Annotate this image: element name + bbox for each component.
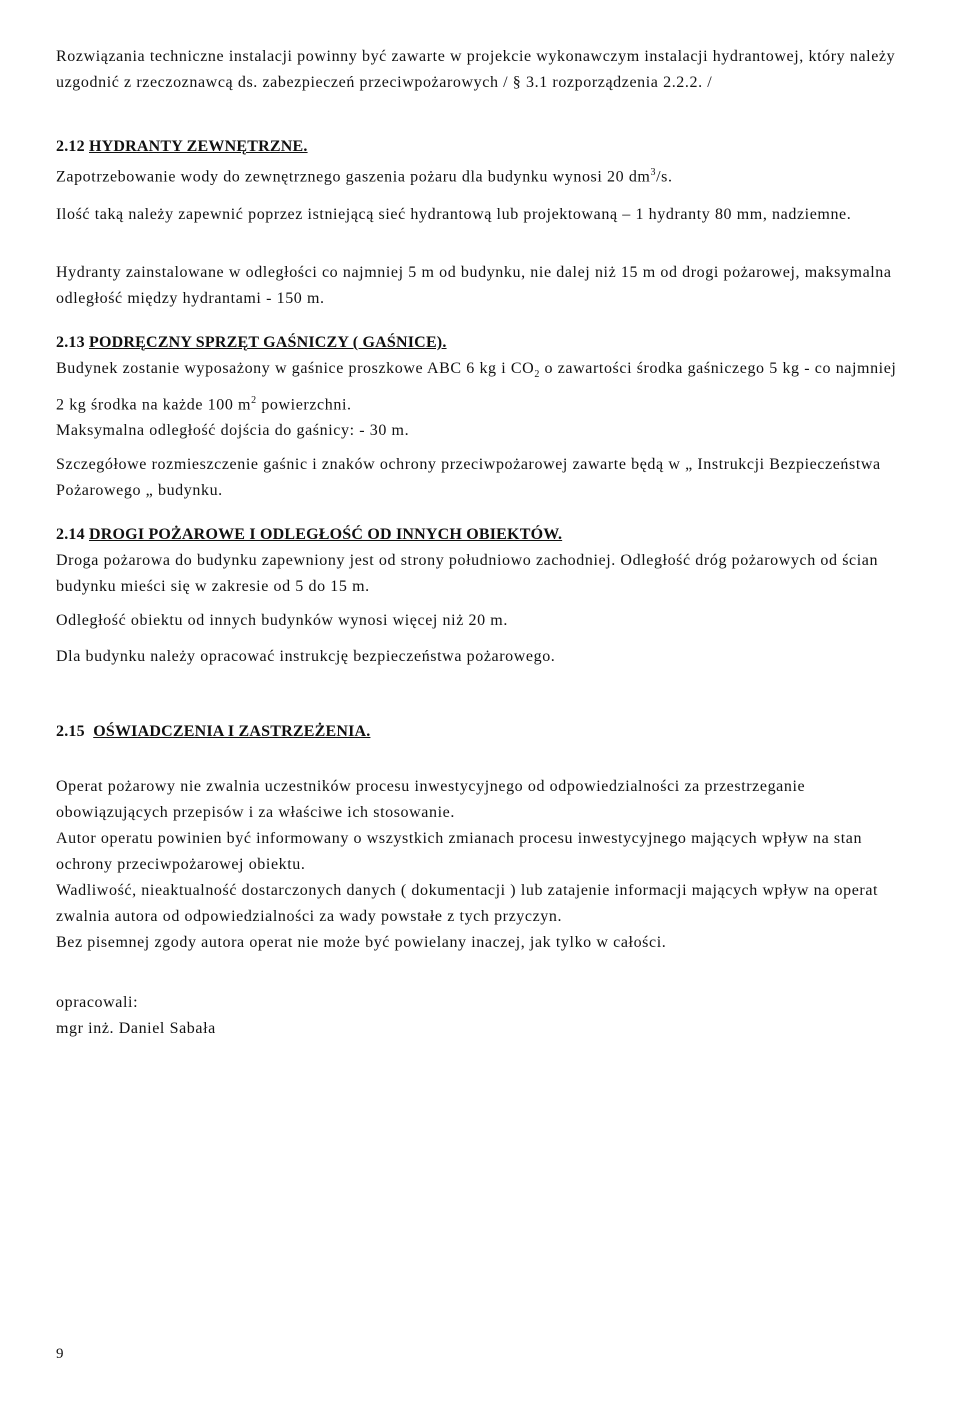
disclaimer-paragraph: Autor operatu powinien być informowany o wszystkich zmianach procesu inwestycyjnego mających wpływ na stan ochrony przeciwpożarowej obiektu. <box>56 830 863 873</box>
co2-subscript: 2 <box>534 369 540 381</box>
water-demand-unit: /s. <box>656 168 673 186</box>
signature-block <box>56 990 906 1042</box>
section-2-13 <box>56 330 906 419</box>
section-heading <box>56 330 906 356</box>
water-demand-text: Zapotrzebowanie wody do zewnętrznego gaszenia pożaru dla budynku wynosi 20 dm <box>56 168 651 186</box>
building-distance-paragraph: Odległość obiektu od innych budynków wynosi więcej niż 20 m. <box>56 612 508 629</box>
section-number: 2.15 <box>56 723 85 740</box>
disclaimer-paragraph: Bez pisemnej zgody autora operat nie może być powielany inaczej, jak tylko w całości. <box>56 934 667 951</box>
page-number: 9 <box>56 1346 64 1362</box>
hydrant-supply-paragraph: Ilość taką należy zapewnić poprzez istniejącą sieć hydrantową lub projektowaną – 1 hydranty 80 mm, nadziemne. <box>56 206 852 223</box>
disclaimer-paragraph: Wadliwość, nieaktualność dostarczonych danych ( dokumentacji ) lub zatajenie informacji mających wpływ na operat zwalnia autora od odpowiedzialności za wady powstałe z tych przyczyn. <box>56 882 879 925</box>
extinguisher-text-c: powierzchni. <box>256 396 352 414</box>
disclaimer-paragraph: Operat pożarowy nie zwalnia uczestników procesu inwestycyjnego od odpowiedzialności za przestrzeganie obowiązujących przepisów i za właściwe ich stosowanie. <box>56 778 806 821</box>
section-2-15-heading <box>56 719 906 745</box>
water-demand-paragraph <box>56 160 906 190</box>
water-demand-unit-sup: 3 <box>650 167 657 178</box>
author-name: mgr inż. Daniel Sabała <box>56 1020 216 1037</box>
fire-road-paragraph: Droga pożarowa do budynku zapewniony jest od strony południowo zachodniej. Odległość dróg pożarowych od ścian budynku mieści się w zakresie od 5 do 15 m. <box>56 552 879 595</box>
section-title: PODRĘCZNY SPRZĘT GAŚNICZY ( GAŚNICE). <box>89 334 447 351</box>
hydrant-distance-paragraph: Hydranty zainstalowane w odległości co najmniej 5 m od budynku, nie dalej niż 15 m od drogi pożarowej, maksymalna odległość między hydrantami - 150 m. <box>56 264 892 307</box>
section-title: HYDRANTY ZEWNĘTRZNE. <box>89 138 308 155</box>
section-heading <box>56 134 906 160</box>
intro-paragraph: Rozwiązania techniczne instalacji powinny być zawarte w projekcie wykonawczym instalacji hydrantowej, który należy uzgodnić z rzeczoznawcą ds. zabezpieczeń przeciwpożarowych / § 3.1 rozporządzenia 2.2.2. / <box>56 48 896 91</box>
signature-label: opracowali: <box>56 994 139 1011</box>
area-unit-sup: 2 <box>251 395 257 407</box>
section-title: OŚWIADCZENIA I ZASTRZEŻENIA. <box>93 723 371 740</box>
extinguisher-text-b: o zawartości środka gaśniczego 5 kg - co najmniej 2 kg środka na każde 100 m <box>56 360 897 414</box>
section-2-12 <box>56 134 906 190</box>
placement-paragraph: Szczegółowe rozmieszczenie gaśnic i znaków ochrony przeciwpożarowej zawarte będą w „ Instrukcji Bezpieczeństwa Pożarowego „ budynku. <box>56 456 881 499</box>
section-number: 2.12 <box>56 138 85 155</box>
section-number: 2.13 <box>56 334 85 351</box>
extinguisher-text-a: Budynek zostanie wyposażony w gaśnice proszkowe ABC 6 kg i CO <box>56 360 535 377</box>
disclaimers <box>56 774 906 956</box>
extinguisher-paragraph <box>56 356 906 419</box>
section-number: 2.14 <box>56 526 85 543</box>
safety-instruction-paragraph: Dla budynku należy opracować instrukcję bezpieczeństwa pożarowego. <box>56 648 556 665</box>
section-title: DROGI POŻAROWE I ODLEGŁOŚĆ OD INNYCH OBIEKTÓW. <box>89 526 563 543</box>
max-distance-paragraph: Maksymalna odległość dojścia do gaśnicy: - 30 m. <box>56 422 410 439</box>
section-2-14 <box>56 522 906 600</box>
section-heading <box>56 522 906 548</box>
